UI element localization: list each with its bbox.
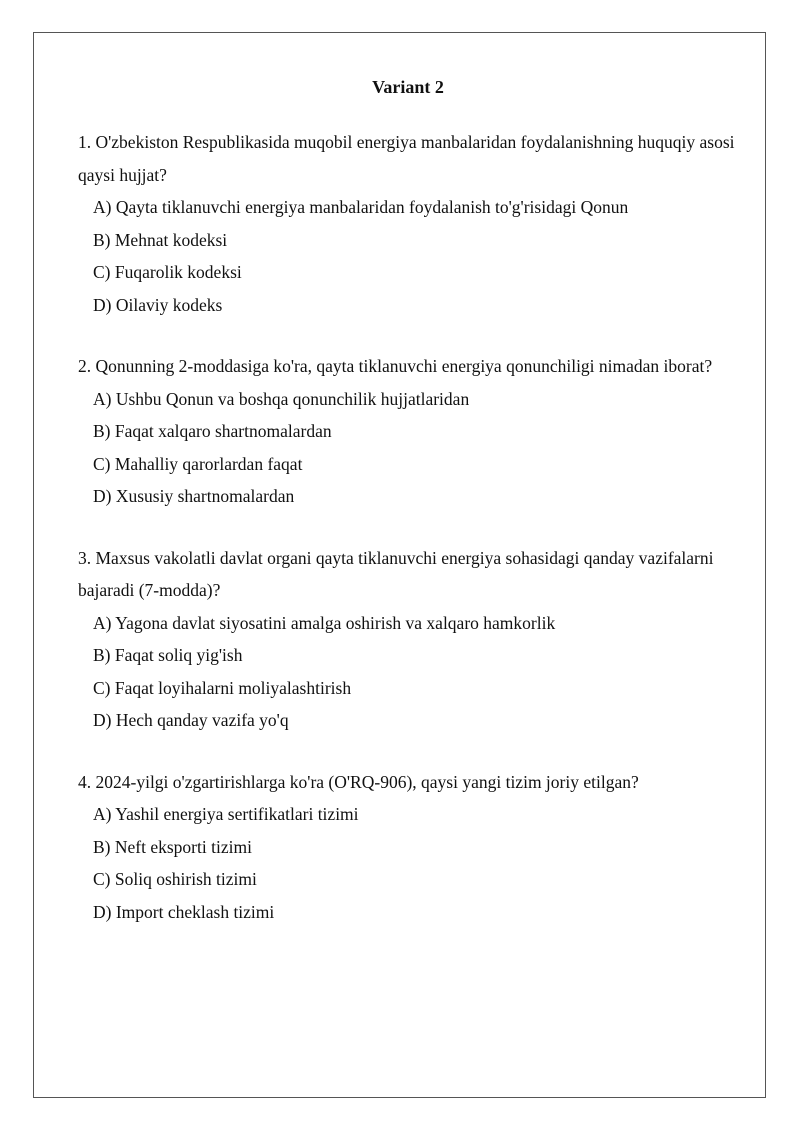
question-1 (78, 126, 738, 321)
answer-option-b: B) Faqat soliq yig'ish (93, 645, 243, 665)
answer-option-c: C) Faqat loyihalarni moliyalashtirish (93, 677, 352, 698)
question-text: 1. O'zbekiston Respublikasida muqobil energiya manbalaridan foydalanishning huquqiy asosi qaysi hujjat? (78, 132, 735, 185)
answer-option-d: D) Xususiy shartnomalardan (93, 486, 295, 506)
answer-option-a: A) Qayta tiklanuvchi energiya manbalaridan foydalanish to'g'risidagi Qonun (93, 197, 629, 217)
answer-option-d: D) Oilaviy kodeks (93, 294, 223, 315)
answer-option-b: B) Mehnat kodeksi (93, 229, 228, 250)
question-text: 2. Qonunning 2-moddasiga ko'ra, qayta tiklanuvchi energiya qonunchiligi nimadan iborat? (78, 356, 713, 376)
page-title: Variant 2 (372, 77, 444, 97)
answer-option-a: A) Yagona davlat siyosatini amalga oshirish va xalqaro hamkorlik (93, 612, 556, 633)
answer-option-d: D) Import cheklash tizimi (93, 901, 275, 922)
answer-option-c: C) Fuqarolik kodeksi (93, 262, 242, 282)
answer-options (78, 798, 738, 928)
answer-options (78, 607, 738, 737)
answer-option-c: C) Mahalliy qarorlardan faqat (93, 453, 303, 474)
question-3 (78, 542, 738, 737)
answer-options (78, 191, 738, 321)
question-text: 4. 2024-yilgi o'zgartirishlarga ko'ra (O'RQ-906), qaysi yangi tizim joriy etilgan? (78, 771, 639, 792)
answer-options (78, 383, 738, 513)
answer-option-d: D) Hech qanday vazifa yo'q (93, 710, 289, 730)
page-content (78, 75, 738, 957)
answer-option-a: A) Ushbu Qonun va boshqa qonunchilik hujjatlaridan (93, 388, 470, 409)
question-2 (78, 350, 738, 513)
answer-option-b: B) Faqat xalqaro shartnomalardan (93, 421, 332, 441)
answer-option-b: B) Neft eksporti tizimi (93, 836, 252, 857)
answer-option-a: A) Yashil energiya sertifikatlari tizimi (93, 804, 359, 824)
question-4 (78, 766, 738, 929)
document-page (33, 32, 766, 1098)
answer-option-c: C) Soliq oshirish tizimi (93, 869, 257, 889)
question-text: 3. Maxsus vakolatli davlat organi qayta tiklanuvchi energiya sohasidagi qanday vazifalarni bajaradi (7-modda)? (78, 547, 714, 600)
